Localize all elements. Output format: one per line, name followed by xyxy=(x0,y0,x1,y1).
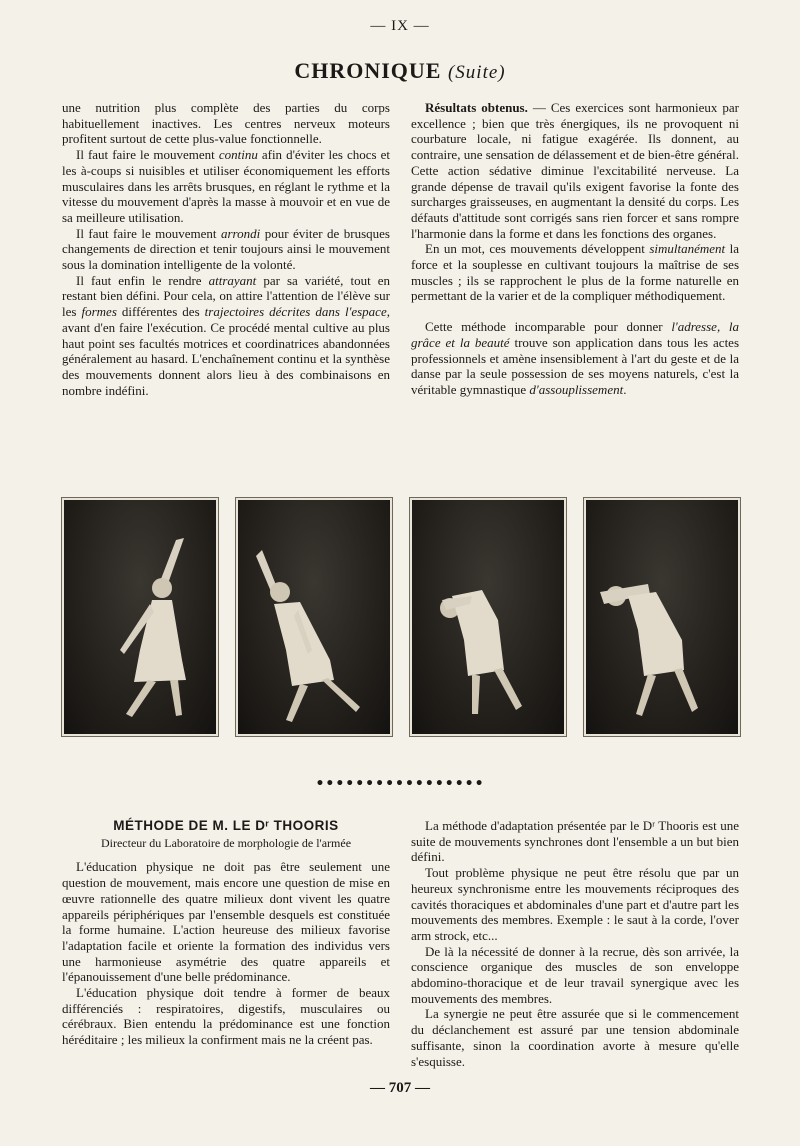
text-run: Cette méthode incomparable pour donner xyxy=(425,319,672,335)
paragraph: La synergie ne peut être assurée que si le commencement du déclanchement est assuré par une tension abdominale suffisante, sinon la coordination avorte à mesure qu'elle s'esquisse. xyxy=(411,1006,739,1069)
photo-dancer-lean-back xyxy=(236,498,392,736)
text-run: Il faut faire le mouvement xyxy=(76,225,221,241)
photo-dancer-arm-raised xyxy=(62,498,218,736)
section-subtitle: Directeur du Laboratoire de morphologie de l'armée xyxy=(100,835,352,850)
emphasis: trajectoires décrites dans l'espace xyxy=(204,304,387,320)
bottom-left-column xyxy=(62,818,390,1048)
paragraph: une nutrition plus complète des parties du corps habituellement inactives. Les centres nerveux moteurs profitent surtout de cette plus-value fonctionnelle. xyxy=(62,100,390,147)
paragraph xyxy=(62,226,390,273)
paragraph: L'éducation physique ne doit pas être seulement une question de mouvement, mais encore une question de mise en œuvre rationnelle des quatre milieux dont vivent les quatre appareils périphériques par l'ensemble desquels est constituée la forme humaine. L'action heureuse des milieux favorise l'adaptation facile et oriente la formation des individus vers une harmonieuse asymétrie des quatre appareils et l'épanouissement d'une belle prédominance. xyxy=(62,859,390,985)
paragraph xyxy=(62,147,390,226)
emphasis: l'adresse, la grâce et la beauté xyxy=(411,319,739,350)
paragraph xyxy=(411,100,739,241)
text-run: trouve son application dans tous les actes professionnels et amène insensiblement à l'art du geste et de la danse par la seule possession de ses moyens naturels, c'est la véritable gymnastique xyxy=(411,334,740,397)
paragraph: L'éducation physique doit tendre à former de beaux différenciés : respiratoires, digestifs, musculaires ou cérébraux. Bien entendu la prédominance est une fonction héréditaire ; les milieux la confirment mais ne la créent pas. xyxy=(62,985,390,1048)
text-run: par sa variété, tout en restant bien défini. Pour cela, on attire l'attention de l'élève sur les xyxy=(62,272,390,320)
page-heading xyxy=(0,58,800,84)
emphasis: attrayant xyxy=(208,272,257,288)
text-run: Il faut faire le mouvement xyxy=(76,147,219,163)
emphasis: formes xyxy=(81,304,117,320)
section-divider: ••••••••••••••••• xyxy=(315,776,485,792)
photo-strip xyxy=(62,498,742,738)
text-run: En un mot, ces mouvements développent xyxy=(425,241,650,257)
heading-title: CHRONIQUE xyxy=(294,58,442,83)
heading-suffix: (Suite) xyxy=(447,62,506,83)
text-run: différentes des xyxy=(116,304,205,320)
emphasis: simultanément xyxy=(649,241,726,257)
text-run: pour éviter de brusques changements de direction et tenir toujours ainsi le mouvement sous la domination intelligente de la volonté. xyxy=(62,225,390,273)
text-run: . xyxy=(623,381,627,397)
text-run: , avant d'en faire l'exécution. Ce procédé mental cultive au plus haut point ses facultés motrices et coordinatrices abandonnées généralement au hasard. L'enchaînement continu et la synthèse des mouvements donnent alors lieu à des combinaisons en nombre indéfini. xyxy=(62,304,390,398)
page-number: — 707 — xyxy=(370,1080,430,1096)
page-number-roman: — IX — xyxy=(370,18,430,34)
paragraph: La méthode d'adaptation présentée par le Dʳ Thooris est une suite de mouvements synchrones dont l'ensemble a un but bien défini. xyxy=(411,818,739,865)
paragraph xyxy=(62,273,390,399)
text-run: Il faut enfin le rendre xyxy=(76,272,209,288)
text-run: la force et la souplesse en cultivant toujours la maîtrise de ses muscles ; ils se rapprochent le plus de la forme naturelle en permettant de la varier et de la compliquer méthodiquement. xyxy=(411,241,739,304)
top-right-column xyxy=(411,100,739,398)
emphasis: continu xyxy=(218,147,258,163)
paragraph: Tout problème physique ne peut être résolu que par un heureux synchronisme entre les mouvements réciproques des cavités thoraciques et abdominales d'une part et d'autre part les mouvements des membres. Exemple : le saut à la corde, l'over arm strock, etc... xyxy=(411,865,739,943)
bottom-right-column xyxy=(411,818,739,1069)
paragraph: De là la nécessité de donner à la recrue, dès son arrivée, la conscience organique des muscles de son enveloppe abdomino-thoracique et de leur travail synergique avec les mouvements des membres. xyxy=(411,943,739,1006)
emphasis: d'assouplissement xyxy=(529,381,624,397)
emphasis: arrondi xyxy=(221,225,261,241)
section-title: MÉTHODE DE M. LE Dʳ THOORIS xyxy=(113,818,339,833)
photo-dancer-arms-folded xyxy=(584,498,740,736)
photo-dancer-bow-forward xyxy=(410,498,566,736)
text-run: — Ces exercices sont harmonieux par excellence ; bien que très énergiques, ils ne provoquent ni courbature locale, ni fatigue exagérée. Ils donnent, au contraire, une sensation de délassement et de bien-être général. Cette action sédative diminue l'excitabilité nerveuse. La grande dépense de travail qu'ils exigent favorise la fonte des surcharges graisseuses, en augmentant la densité du corps. Les défauts d'attitude sont corrigés sans rien forcer et sans rompre l'harmonie dans la forme et dans les fonctions des organes. xyxy=(411,100,740,241)
run-in-heading: Résultats obtenus. xyxy=(425,100,528,115)
top-left-column xyxy=(62,100,390,398)
text-run: afin d'éviter les chocs et les à-coups si nuisibles et utiliser économiquement les efforts musculaires dans les arrêts brusques, en réglant le rythme et la vitesse du mouvement d'après la masse à mouvoir et en vue de sa meilleure utilisation. xyxy=(62,147,390,225)
paragraph xyxy=(411,241,739,304)
paragraph xyxy=(411,319,739,398)
